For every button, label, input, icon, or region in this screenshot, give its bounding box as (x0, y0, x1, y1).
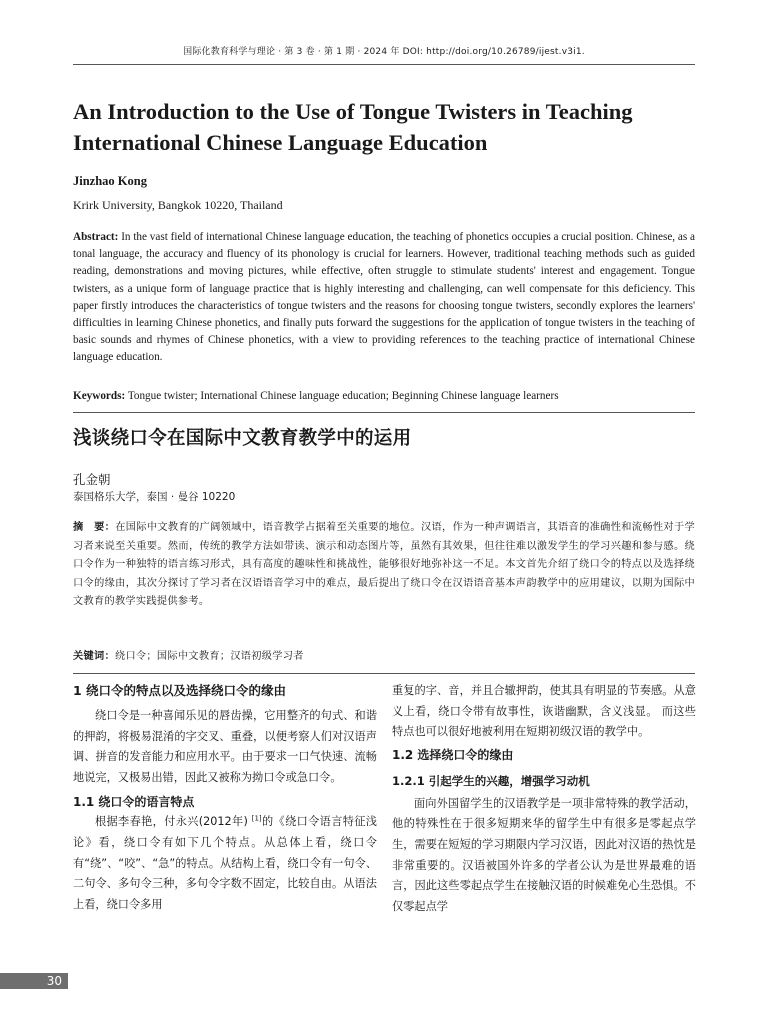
page-number: 30 (0, 973, 68, 989)
chinese-abstract-text: 在国际中文教育的广阔领域中，语音教学占据着至关重要的地位。汉语，作为一种声调语言，其语音的准确性和流畅性对于学习者来说至关重要。然而，传统的教学方法如带读、演示和动态图片等，虽然有其效果，但往往难以激发学生的学习兴趣和参与感。绕口令作为一种独特的语言练习形式，具有高度的趣味性和挑战性，能够很好地弥补这一不足。本文首先介绍了绕口令的特点以及选择绕口令的缘由，其次分探讨了学习者在汉语语音学习中的难点，最后提出了绕口令在汉语语音基本声韵教学中的应用建议，以期为国际中文教育的教学实践提供参考。 (73, 522, 696, 608)
section-1-paragraph: 绕口令是一种喜闻乐见的唇齿操，它用整齐的句式、和谐的押韵，将极易混淆的字交叉、重叠，以便考察人们对汉语声调、拼音的发音能力和应用水平。由于要求一口气快速、流畅地说完，又极易出错，因此又被称为拗口令或急口令。 (73, 709, 377, 784)
chinese-abstract (73, 519, 695, 612)
citation-1: [1] (251, 814, 262, 823)
section-1-1-continuation: 重复的字、音，并且合辙押韵，使其具有明显的节奏感。从意义上看，绕口令带有故事性，诙谐幽默，含义浅显。 而这些特点也可以很好地被利用在短期初级汉语的教学中。 (392, 684, 696, 739)
english-keywords (73, 390, 559, 402)
chinese-keywords-label: 关键词： (73, 651, 115, 662)
english-abstract-text: In the vast field of international Chinese language education, the teaching of phonetics occupies a crucial position. Chinese, as a tonal language, the accuracy and fluency of its phonology is crucial for learners. However, traditional teaching methods such as guided reading, demonstrations and moving pictures, while effective, often struggle to stimulate students' interest and engagement. Tongue twisters, as a unique form of language practice that is highly interesting and challenging, can well compensate for this deficiency. This paper firstly introduces the characteristics of tongue twisters and the reasons for choosing tongue twisters, secondly explores the learners' difficulties in learning Chinese phonetics, and finally puts forward the suggestions for the application of tongue twisters in the teaching of basic sounds and rhymes of Chinese phonetics, with a view to providing references to the teaching practice of international Chinese language education. (73, 231, 695, 364)
english-title: An Introduction to the Use of Tongue Twisters in Teaching International Chinese Language Education (73, 99, 633, 155)
english-affiliation: Krirk University, Bangkok 10220, Thailand (73, 198, 283, 212)
section-divider (73, 412, 695, 413)
section-1-heading: 1 绕口令的特点以及选择绕口令的缘由 (73, 683, 287, 698)
body-right-column (392, 681, 696, 917)
english-abstract (73, 229, 695, 367)
chinese-author: 孔金朝 (73, 472, 111, 487)
chinese-abstract-label: 摘 要： (73, 522, 116, 533)
chinese-keywords (73, 647, 304, 662)
header-divider (73, 64, 695, 65)
section-1-1-paragraph (73, 812, 377, 915)
section-1-2-heading: 1.2 选择绕口令的缘由 (392, 747, 514, 762)
section-1-1-text-a: 根据李春艳，付永兴(2012年) (95, 815, 252, 829)
body-left-column (73, 681, 377, 915)
english-author: Jinzhao Kong (73, 174, 147, 188)
chinese-title: 浅谈绕口令在国际中文教育教学中的运用 (73, 428, 412, 449)
section-1-2-1-paragraph: 面向外国留学生的汉语教学是一项非常特殊的教学活动，他的特殊性在于很多短期来华的留学生中有很多是零起点学生，需要在短短的学习期限内学习汉语，因此对汉语的热忱是非常重要的。汉语被国外许多的学者公认为是世界最难的语言，因此这些零起点学生在接触汉语的时候难免心生恐惧。不仅零起点学 (392, 796, 696, 913)
section-1-1-text-b: 的《绕口令语言特征浅论》看，绕口令有如下几个特点。从总体上看，绕口令有“绕”、“咬”、“急”的特点。从结构上看，绕口令有一句令、二句令、多句令三种，多句令字数不固定，比较自由。从语法上看，绕口令多用 (73, 815, 377, 911)
body-divider (73, 673, 695, 674)
chinese-keywords-text: 绕口令；国际中文教育；汉语初级学习者 (114, 651, 304, 662)
section-1-1-heading: 1.1 绕口令的语言特点 (73, 795, 195, 810)
english-keywords-text: Tongue twister; International Chinese language education; Beginning Chinese language learners (127, 390, 559, 402)
english-keywords-label: Keywords: (73, 390, 126, 402)
journal-header: 国际化教育科学与理论 · 第 3 卷 · 第 1 期 · 2024 年 DOI: http://doi.org/10.26789/ijest.v3i1. (183, 47, 585, 57)
english-abstract-label: Abstract: (73, 231, 119, 243)
section-1-2-1-heading: 1.2.1 引起学生的兴趣，增强学习动机 (392, 773, 590, 788)
chinese-affiliation: 泰国格乐大学，泰国 · 曼谷 10220 (73, 491, 236, 503)
